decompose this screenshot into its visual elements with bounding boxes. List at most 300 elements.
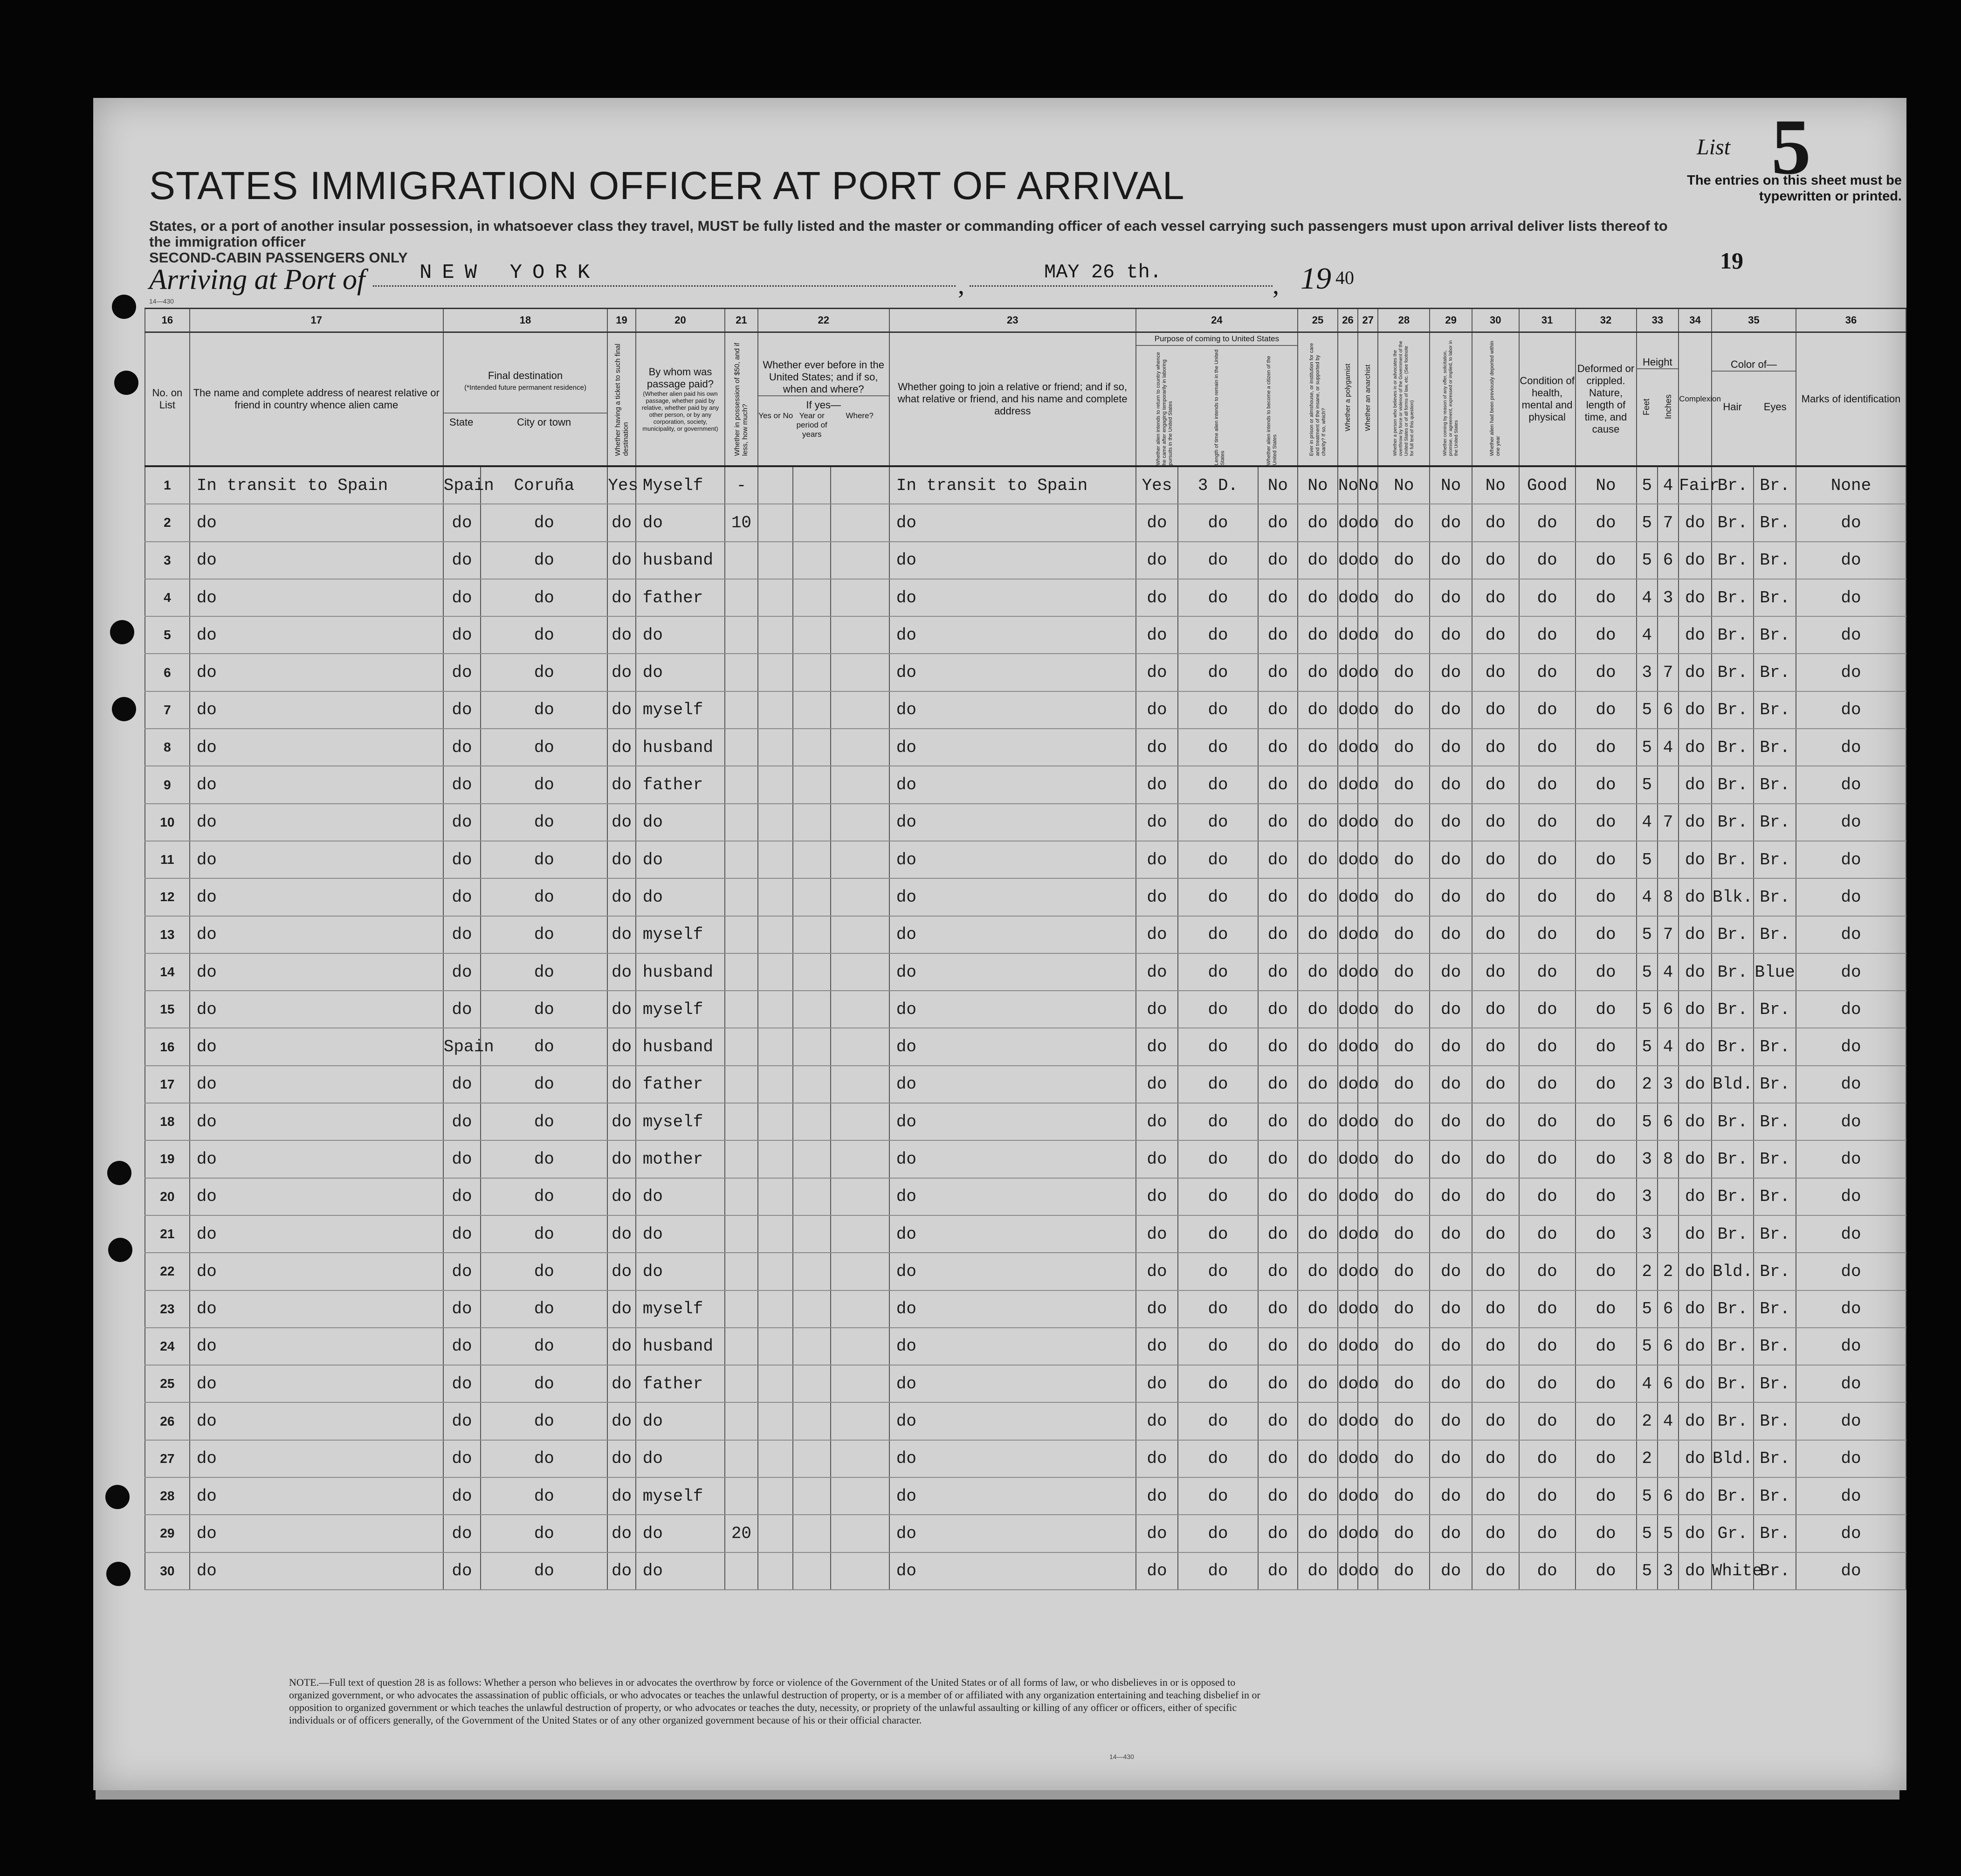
table-cell: 6 (1658, 542, 1679, 579)
table-cell: do (1298, 1402, 1338, 1440)
table-cell (758, 878, 793, 916)
table-cell (725, 1402, 758, 1440)
table-row (145, 1140, 1906, 1178)
table-row (145, 804, 1906, 841)
table-cell: do (1430, 1066, 1472, 1103)
form-code: 14—430 (149, 297, 174, 305)
table-cell: Br. (1754, 1140, 1796, 1178)
table-cell: do (1258, 1178, 1298, 1215)
table-cell: Br. (1754, 1066, 1796, 1103)
table-cell: do (443, 1365, 481, 1402)
table-cell: do (1679, 504, 1712, 541)
table-cell (793, 1402, 831, 1440)
table-cell: Br. (1712, 1178, 1754, 1215)
table-row (145, 1253, 1906, 1290)
table-cell: do (1338, 542, 1358, 579)
table-cell: do (1136, 616, 1178, 654)
table-cell: do (1378, 1477, 1430, 1515)
header-complexion: Complexion (1679, 332, 1712, 467)
table-cell (831, 616, 889, 654)
table-cell: Spain (443, 466, 481, 504)
table-cell: do (443, 691, 481, 729)
table-cell: do (1430, 804, 1472, 841)
list-number-cell: 8 (145, 729, 190, 766)
table-cell: do (1136, 1290, 1178, 1328)
table-cell (758, 729, 793, 766)
table-cell: do (1178, 1103, 1258, 1140)
table-cell: do (607, 1515, 635, 1552)
table-cell: 8 (1658, 878, 1679, 916)
table-cell: do (1298, 804, 1338, 841)
table-cell: do (1430, 1328, 1472, 1365)
header-purpose-length: Length of time alien intends to remain in the United States (1213, 349, 1225, 465)
table-row (145, 1215, 1906, 1253)
table-cell: do (481, 1402, 607, 1440)
table-cell: do (636, 878, 725, 916)
table-cell: do (1796, 616, 1906, 654)
table-cell: do (481, 542, 607, 579)
table-cell: do (190, 1215, 443, 1253)
port-underline (373, 284, 956, 287)
table-cell: do (1472, 1028, 1519, 1065)
table-row (145, 1290, 1906, 1328)
table-cell: 5 (1658, 1515, 1679, 1552)
table-cell: do (1430, 1515, 1472, 1552)
table-cell: do (1178, 504, 1258, 541)
table-cell: 4 (1637, 1365, 1658, 1402)
table-cell: do (1679, 1402, 1712, 1440)
table-cell: 5 (1637, 1552, 1658, 1590)
table-cell: do (636, 654, 725, 691)
punch-hole (114, 371, 138, 395)
header-purpose-citizen: Whether alien intends to become a citizen of the United States (1266, 356, 1278, 465)
column-number-row (145, 309, 1906, 332)
table-cell: do (481, 1140, 607, 1178)
table-cell: 8 (1658, 1140, 1679, 1178)
table-cell: do (1519, 504, 1576, 541)
list-number-cell: 5 (145, 616, 190, 654)
table-cell: do (1338, 1103, 1358, 1140)
table-cell: father (636, 1365, 725, 1402)
list-number-cell: 23 (145, 1290, 190, 1328)
header-prison-text: Ever in prison or almshouse, or institution for care and treatment of the insane, or supported by charity? If so, which? (1308, 343, 1327, 456)
table-cell: do (1679, 1028, 1712, 1065)
table-cell: do (1378, 1028, 1430, 1065)
table-cell: do (1796, 1402, 1906, 1440)
header-previous-visit-label: Whether ever before in the United States; and if so, when and where? (763, 359, 884, 395)
table-cell (758, 654, 793, 691)
table-cell: do (1298, 1215, 1338, 1253)
table-cell: 4 (1658, 1028, 1679, 1065)
table-cell (793, 991, 831, 1028)
manifest-sheet (93, 98, 1906, 1790)
table-cell: do (1358, 1066, 1378, 1103)
table-cell: do (1358, 991, 1378, 1028)
header-previous-visit (758, 332, 889, 467)
table-cell: do (1430, 766, 1472, 803)
table-cell: do (1430, 1103, 1472, 1140)
table-cell: do (1796, 1515, 1906, 1552)
table-cell: do (1298, 654, 1338, 691)
table-cell: do (190, 841, 443, 878)
table-cell: Br. (1754, 1402, 1796, 1440)
table-cell (831, 766, 889, 803)
table-cell: Br. (1754, 1440, 1796, 1477)
table-cell: do (1472, 1140, 1519, 1178)
table-cell: do (190, 729, 443, 766)
table-cell: do (1472, 1178, 1519, 1215)
table-cell: do (1679, 1140, 1712, 1178)
table-cell: do (607, 1028, 635, 1065)
table-cell: do (1576, 1215, 1637, 1253)
header-joining-relative: Whether going to join a relative or friend; and if so, what relative or friend, and his name and complete address (889, 332, 1136, 467)
column-number: 35 (1712, 309, 1796, 332)
table-cell (1658, 1178, 1679, 1215)
table-cell: do (1298, 1477, 1338, 1515)
table-cell (831, 691, 889, 729)
table-cell: do (1576, 1028, 1637, 1065)
table-cell (793, 1103, 831, 1140)
table-cell: In transit to Spain (889, 466, 1136, 504)
table-cell: do (1519, 1140, 1576, 1178)
table-cell: do (1298, 878, 1338, 916)
table-cell: do (1796, 1140, 1906, 1178)
table-cell: do (1679, 542, 1712, 579)
table-cell: do (1338, 1028, 1358, 1065)
table-cell: do (889, 542, 1136, 579)
table-cell (793, 579, 831, 616)
table-cell: do (1472, 841, 1519, 878)
list-number-cell: 7 (145, 691, 190, 729)
table-cell: do (1178, 1028, 1258, 1065)
table-cell: do (443, 1253, 481, 1290)
table-cell: do (443, 579, 481, 616)
table-cell: Br. (1712, 654, 1754, 691)
table-cell: 7 (1658, 654, 1679, 691)
table-cell: do (1519, 804, 1576, 841)
table-cell: do (1796, 504, 1906, 541)
column-number: 30 (1472, 309, 1519, 332)
table-cell: do (1472, 616, 1519, 654)
table-cell (831, 1215, 889, 1253)
table-cell: do (1378, 1103, 1430, 1140)
table-cell (725, 1066, 758, 1103)
table-cell: do (1258, 1552, 1298, 1590)
table-cell: do (607, 1178, 635, 1215)
table-cell: do (1338, 1215, 1358, 1253)
table-cell (758, 1215, 793, 1253)
table-cell: Fair (1679, 466, 1712, 504)
table-cell (725, 1140, 758, 1178)
table-cell: do (1258, 691, 1298, 729)
table-cell: Br. (1712, 1103, 1754, 1140)
table-cell (758, 916, 793, 953)
table-cell (758, 466, 793, 504)
table-cell (793, 1328, 831, 1365)
table-cell: do (889, 1103, 1136, 1140)
table-cell: do (1136, 991, 1178, 1028)
table-cell: do (1519, 1178, 1576, 1215)
header-eyes: Eyes (1763, 401, 1787, 413)
table-cell: do (481, 766, 607, 803)
header-hair: Hair (1723, 401, 1742, 413)
table-cell: White (1712, 1552, 1754, 1590)
table-cell: do (1519, 542, 1576, 579)
table-cell: do (443, 729, 481, 766)
table-cell: do (1576, 841, 1637, 878)
column-number: 22 (758, 309, 889, 332)
table-cell: 20 (725, 1515, 758, 1552)
table-cell: Spain (443, 1028, 481, 1065)
table-cell: No (1358, 466, 1378, 504)
table-cell: do (607, 1103, 635, 1140)
table-cell (725, 878, 758, 916)
header-overthrow (1378, 332, 1430, 467)
table-cell: do (636, 1402, 725, 1440)
table-cell (793, 1552, 831, 1590)
table-row (145, 1028, 1906, 1065)
table-cell: do (1136, 1178, 1178, 1215)
table-cell (831, 466, 889, 504)
table-cell: do (1298, 1103, 1338, 1140)
list-label: List (1697, 135, 1731, 159)
cabin-class-line: SECOND-CABIN PASSENGERS ONLY (149, 249, 408, 266)
table-cell: do (481, 1552, 607, 1590)
table-cell: do (1472, 766, 1519, 803)
table-cell (758, 1253, 793, 1290)
table-cell: No (1576, 466, 1637, 504)
table-cell: do (1430, 729, 1472, 766)
table-cell (793, 1140, 831, 1178)
table-cell: do (1258, 504, 1298, 541)
table-cell: do (1338, 579, 1358, 616)
table-cell: 5 (1637, 1477, 1658, 1515)
table-row (145, 1178, 1906, 1215)
table-cell: do (1136, 766, 1178, 803)
table-cell: do (1358, 1328, 1378, 1365)
table-cell: do (1472, 1402, 1519, 1440)
table-cell: Br. (1712, 466, 1754, 504)
table-cell: do (1178, 1215, 1258, 1253)
instructions-line: States, or a port of another insular possession, in whatsoever class they travel, MUST be fully listed and the master or commanding officer of each vessel carrying such passengers must upon arrival deliver lists thereof to the immigration officer (149, 218, 1668, 250)
table-cell: do (1136, 916, 1178, 953)
table-cell: do (1378, 504, 1430, 541)
table-cell: 5 (1637, 841, 1658, 878)
table-cell (831, 916, 889, 953)
table-cell: do (1519, 841, 1576, 878)
punch-hole (105, 1485, 130, 1509)
table-cell: myself (636, 1290, 725, 1328)
table-cell (758, 1103, 793, 1140)
table-cell: do (607, 1215, 635, 1253)
table-cell: do (1796, 729, 1906, 766)
table-cell: do (1679, 1215, 1712, 1253)
table-cell: do (1358, 1215, 1378, 1253)
table-cell: do (190, 766, 443, 803)
table-cell: do (1378, 1552, 1430, 1590)
table-cell: do (1576, 1290, 1637, 1328)
table-cell: do (1430, 953, 1472, 991)
table-cell: do (1430, 916, 1472, 953)
table-cell: 4 (1637, 804, 1658, 841)
table-cell: do (1519, 953, 1576, 991)
table-cell: do (481, 1515, 607, 1552)
table-cell: do (1136, 878, 1178, 916)
table-cell: do (1178, 691, 1258, 729)
table-cell: Br. (1712, 542, 1754, 579)
table-cell: do (481, 1028, 607, 1065)
table-cell: do (481, 1328, 607, 1365)
table-cell: do (889, 616, 1136, 654)
table-cell (831, 1477, 889, 1515)
table-cell: 3 (1637, 1178, 1658, 1215)
list-number-cell: 4 (145, 579, 190, 616)
table-cell: do (1298, 542, 1338, 579)
table-cell: do (889, 504, 1136, 541)
table-cell: do (1136, 654, 1178, 691)
header-year: Year or period of years (796, 411, 827, 439)
table-cell (725, 542, 758, 579)
table-row (145, 542, 1906, 579)
table-cell: do (1679, 1440, 1712, 1477)
table-cell: do (607, 1290, 635, 1328)
table-cell: do (1679, 1103, 1712, 1140)
table-cell: Br. (1754, 804, 1796, 841)
table-cell (725, 654, 758, 691)
port-value: NEW YORK (420, 261, 600, 284)
table-cell: No (1258, 466, 1298, 504)
table-row (145, 504, 1906, 541)
footnote: NOTE.—Full text of question 28 is as follows: Whether a person who believes in or advocates the overthrow by force or violence of the Government of the United States or of all forms of law, or who disbelieves in or is opposed to organized government, or who advocates the assassination of public officials, or who advocates or teaches the unlawful destruction of property, or is a member of or affiliated with any organization entertaining and teaching disbelief in or opposition to organized government or which teaches the unlawful destruction of property, or who advocates or teaches the duty, necessity, or propriety of the unlawful assaulting or killing of any officer or officers, either of specific individuals or of officers generally, of the Government of the United States or of any other organized government because of his or their official character. (289, 1676, 1260, 1726)
table-cell: do (1378, 654, 1430, 691)
table-cell (725, 841, 758, 878)
table-cell: do (1258, 616, 1298, 654)
header-passage-paid-note: (Whether alien paid his own passage, whether paid by relative, whether paid by any other person, or by any corporation, society, municipality, or government) (641, 390, 719, 432)
punch-hole (108, 1238, 132, 1262)
table-cell (831, 1028, 889, 1065)
table-cell: do (481, 504, 607, 541)
table-cell: do (1338, 654, 1358, 691)
table-cell: Br. (1754, 1365, 1796, 1402)
table-cell: do (1358, 1440, 1378, 1477)
table-cell (725, 1328, 758, 1365)
table-cell: do (607, 804, 635, 841)
table-cell: do (1519, 1215, 1576, 1253)
table-cell: do (443, 804, 481, 841)
table-cell: do (889, 878, 1136, 916)
list-number-cell: 16 (145, 1028, 190, 1065)
table-cell: Br. (1712, 1290, 1754, 1328)
table-cell: do (1378, 1365, 1430, 1402)
table-cell: do (1679, 841, 1712, 878)
table-cell: do (1358, 654, 1378, 691)
table-cell: do (607, 841, 635, 878)
table-cell (831, 1290, 889, 1328)
table-cell: do (889, 766, 1136, 803)
table-cell: do (1136, 804, 1178, 841)
column-header-row (145, 332, 1906, 467)
table-cell: Br. (1712, 1328, 1754, 1365)
table-cell (725, 729, 758, 766)
table-cell: do (636, 1440, 725, 1477)
table-cell: do (1358, 579, 1378, 616)
table-cell (831, 991, 889, 1028)
passenger-rows (145, 466, 1906, 1590)
table-cell: 3 (1637, 1140, 1658, 1178)
table-cell: Br. (1754, 654, 1796, 691)
table-cell: do (1576, 991, 1637, 1028)
list-number-cell: 19 (145, 1140, 190, 1178)
table-cell: Br. (1712, 1028, 1754, 1065)
table-cell: do (1796, 654, 1906, 691)
table-cell: do (1378, 729, 1430, 766)
table-cell: do (1576, 616, 1637, 654)
table-cell (725, 916, 758, 953)
table-cell: Br. (1754, 691, 1796, 729)
table-cell: 7 (1658, 916, 1679, 953)
table-cell: do (1430, 1178, 1472, 1215)
table-cell: do (1430, 1477, 1472, 1515)
table-cell: do (1519, 878, 1576, 916)
table-cell (725, 1028, 758, 1065)
table-cell (1658, 616, 1679, 654)
table-cell: Br. (1712, 616, 1754, 654)
table-cell: do (1258, 766, 1298, 803)
table-cell: Blk. (1712, 878, 1754, 916)
table-row (145, 766, 1906, 803)
table-cell: do (1298, 766, 1338, 803)
header-where: Where? (846, 411, 874, 420)
table-cell: do (1576, 542, 1637, 579)
table-cell: do (607, 916, 635, 953)
table-cell: Yes (1136, 466, 1178, 504)
table-cell: do (1796, 691, 1906, 729)
table-cell: do (481, 1215, 607, 1253)
year-prefix: 19 (1300, 262, 1331, 296)
table-cell: do (1258, 729, 1298, 766)
table-cell: 6 (1658, 1103, 1679, 1140)
table-cell: do (1338, 1066, 1358, 1103)
table-cell: do (1430, 1552, 1472, 1590)
table-cell: do (1430, 878, 1472, 916)
table-cell: do (1430, 504, 1472, 541)
punch-hole (112, 295, 136, 319)
table-cell (793, 878, 831, 916)
table-cell: Br. (1712, 953, 1754, 991)
table-cell: do (1136, 1066, 1178, 1103)
table-cell: do (607, 1140, 635, 1178)
table-cell: do (1519, 616, 1576, 654)
table-cell: 4 (1658, 729, 1679, 766)
table-cell (793, 1215, 831, 1253)
table-cell: do (443, 1215, 481, 1253)
list-number-cell: 10 (145, 804, 190, 841)
table-cell: do (190, 691, 443, 729)
table-cell: do (443, 1066, 481, 1103)
table-cell (831, 804, 889, 841)
table-cell: do (1258, 1028, 1298, 1065)
table-cell (1658, 841, 1679, 878)
table-cell: do (1178, 579, 1258, 616)
table-cell: do (1378, 542, 1430, 579)
table-cell: do (1358, 1140, 1378, 1178)
table-cell: 6 (1658, 1328, 1679, 1365)
table-cell: do (1679, 1477, 1712, 1515)
table-cell: do (443, 1440, 481, 1477)
table-cell: do (1136, 1365, 1178, 1402)
table-cell: 5 (1637, 1290, 1658, 1328)
table-cell: 5 (1637, 1328, 1658, 1365)
